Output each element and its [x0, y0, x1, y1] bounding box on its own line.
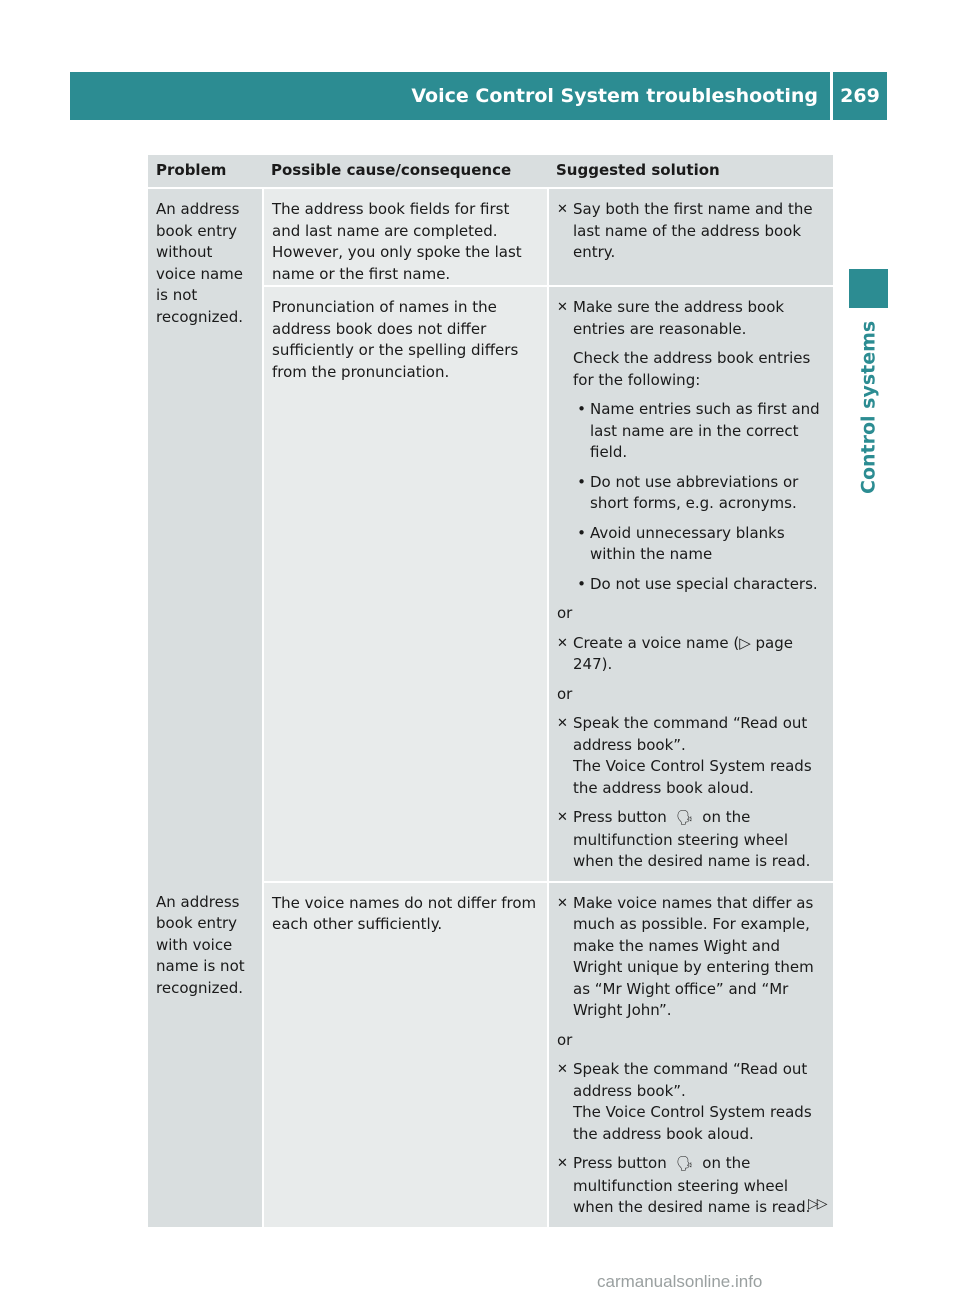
solution-step: ✕ Press button 🗣 on the multifunction steering wheel when the desired name is read. [557, 807, 827, 873]
step-arrow-icon: ✕ [557, 810, 568, 825]
step-arrow-icon: ✕ [557, 635, 568, 651]
problem-cell: An address book entry without voice name is not recognized. [148, 188, 263, 882]
problem-cell: An address book entry with voice name is not recognized. [148, 882, 263, 1227]
list-item: • Name entries such as first and last name are in the correct field. [557, 399, 827, 464]
table-row [148, 882, 833, 1227]
list-item: • Do not use special characters. [557, 574, 827, 596]
step-arrow-icon: ✕ [557, 1156, 568, 1171]
solution-cell [548, 882, 833, 1227]
step-arrow-icon: ✕ [557, 1062, 568, 1077]
side-tab-label: Control systems [857, 320, 880, 494]
step-arrow-icon: ✕ [557, 895, 568, 911]
solution-cell [548, 286, 833, 882]
table-header-row [148, 155, 833, 188]
column-header-cause: Possible cause/consequence [263, 155, 548, 188]
column-header-problem: Problem [148, 155, 263, 188]
page-reference: Create a voice name (▷ page 247). [573, 633, 793, 673]
continue-arrow-icon: ▷▷ [808, 1196, 826, 1212]
bullet-icon: • [577, 523, 586, 542]
or-separator: or [557, 604, 573, 622]
bullet-icon: • [577, 400, 586, 418]
or-separator: or [557, 684, 573, 703]
page-section-title: Voice Control System troubleshooting [411, 85, 818, 107]
solution-step: ✕ Make sure the address book entries are reasonable. [557, 297, 827, 340]
voice-button-icon: 🗣 [675, 810, 694, 826]
step-arrow-icon: ✕ [557, 716, 568, 731]
table-row [148, 188, 833, 286]
bullet-icon: • [577, 574, 586, 593]
bullet-icon: • [577, 472, 586, 491]
or-separator: or [557, 1030, 573, 1049]
side-tab-marker [849, 269, 888, 308]
column-header-solution: Suggested solution [548, 155, 833, 188]
list-item: • Avoid unnecessary blanks within the name [557, 523, 827, 566]
voice-button-icon: 🗣 [675, 1156, 694, 1172]
troubleshooting-table [148, 155, 833, 1227]
solution-step: ✕ Say both the first name and the last name of the address book entry. [557, 199, 827, 264]
cause-cell: The address book fields for first and last name are completed. However, you only spoke the last name or the first name. [263, 188, 548, 286]
list-item: • Do not use abbreviations or short forms, e.g. acronyms. [557, 472, 827, 515]
step-arrow-icon: ✕ [557, 300, 568, 315]
solution-step: ✕ Speak the command “Read out address book”. The Voice Control System reads the address book aloud. [557, 1059, 827, 1145]
cause-cell: The voice names do not differ from each other sufficiently. [263, 882, 548, 1227]
page-number: 269 [840, 85, 880, 107]
step-arrow-icon: ✕ [557, 202, 568, 217]
watermark: carmanualsonline.info [597, 1272, 763, 1291]
solution-cell [548, 188, 833, 286]
solution-note: Check the address book entries for the following: [573, 349, 811, 389]
solution-step: ✕ Press button 🗣 on the multifunction steering wheel when the desired name is read. [557, 1153, 827, 1219]
solution-step: ✕ Make voice names that differ as much as possible. For example, make the names Wight and Wright unique by entering them as “Mr Wight office” and “Mr Wright John”. [557, 893, 827, 1022]
solution-step [557, 633, 827, 676]
cause-cell: Pronunciation of names in the address book does not differ sufficiently or the spelling differs from the pronunciation. [263, 286, 548, 882]
solution-step: ✕ Speak the command “Read out address book”. The Voice Control System reads the address book aloud. [557, 713, 827, 799]
